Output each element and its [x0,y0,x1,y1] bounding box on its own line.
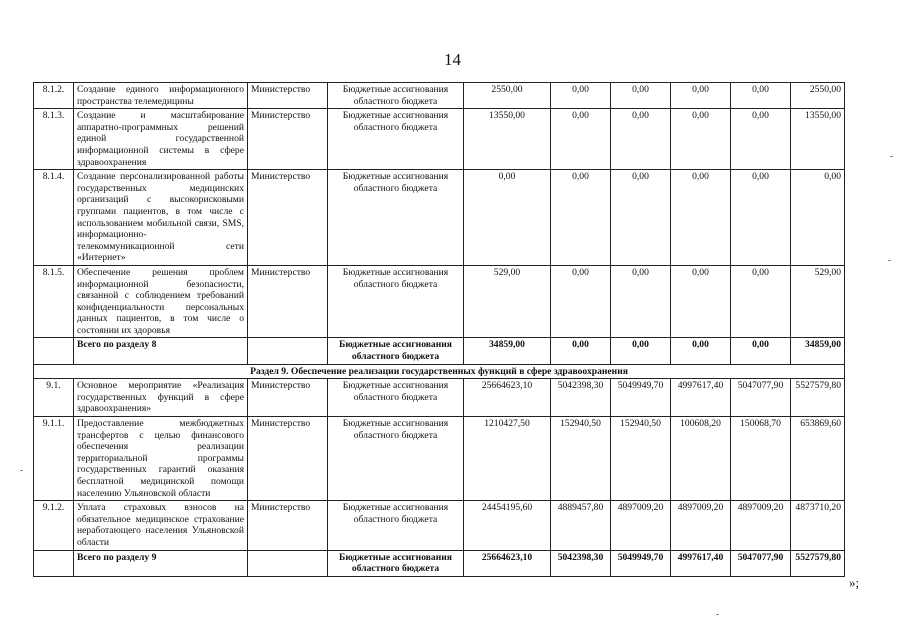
row-value: 0,00 [611,265,671,338]
row-value: 0,00 [551,109,611,170]
empty-cell [248,338,328,364]
row-executor: Министерство [248,83,328,109]
row-value: 4897009,20 [731,501,791,550]
row-value-total: 25664623,10 [464,379,551,417]
budget-table [33,82,845,577]
row-value: 0,00 [611,170,671,266]
row-value: 0,00 [671,109,731,170]
row-value: 653869,60 [791,417,845,501]
row-executor: Министерство [248,417,328,501]
total-value: 0,00 [671,338,731,364]
scan-speck [888,260,891,261]
row-description: Создание персонализированной работы государственных медицинских организаций с высокорисковыми группами пациентов, в том числе с использованием мобильной связи, SMS, информационно-телекоммуникационной сети «Интернет» [74,170,248,266]
row-number: 9.1. [34,379,74,417]
row-value: 529,00 [791,265,845,338]
row-value: 4889457,80 [551,501,611,550]
table-row [34,109,845,170]
empty-cell [34,550,74,576]
total-value: 5527579,80 [791,550,845,576]
row-number: 8.1.5. [34,265,74,338]
row-executor: Министерство [248,109,328,170]
empty-cell [248,550,328,576]
table-row [34,379,845,417]
row-funding-source: Бюджетные ассигнования областного бюджета [328,417,464,501]
row-value: 0,00 [671,265,731,338]
row-funding-source: Бюджетные ассигнования областного бюджета [328,83,464,109]
total-value: 0,00 [731,338,791,364]
row-value: 0,00 [731,83,791,109]
row-funding-source: Бюджетные ассигнования областного бюджета [328,265,464,338]
total-funding-source: Бюджетные ассигнования областного бюджета [328,550,464,576]
row-description: Создание и масштабирование аппаратно-программных решений единой государственной информационной системы в сфере здравоохранения [74,109,248,170]
row-value: 0,00 [671,170,731,266]
scan-speck [20,470,23,471]
row-value-total: 13550,00 [464,109,551,170]
row-description: Создание единого информационного пространства телемедицины [74,83,248,109]
empty-cell [34,338,74,364]
row-value: 4897009,20 [671,501,731,550]
closing-quote-mark: »; [849,575,860,590]
total-value: 34859,00 [464,338,551,364]
row-funding-source: Бюджетные ассигнования областного бюджета [328,109,464,170]
total-value: 4997617,40 [671,550,731,576]
row-executor: Министерство [248,265,328,338]
row-value: 2550,00 [791,83,845,109]
row-executor: Министерство [248,170,328,266]
row-funding-source: Бюджетные ассигнования областного бюджета [328,170,464,266]
row-number: 8.1.3. [34,109,74,170]
row-number: 9.1.1. [34,417,74,501]
row-value: 0,00 [731,265,791,338]
row-value: 13550,00 [791,109,845,170]
row-value-total: 0,00 [464,170,551,266]
row-funding-source: Бюджетные ассигнования областного бюджета [328,379,464,417]
total-label: Всего по разделу 8 [74,338,248,364]
table-row [34,417,845,501]
row-value: 5047077,90 [731,379,791,417]
row-description: Основное мероприятие «Реализация государственных функций в сфере здравоохранения» [74,379,248,417]
row-value: 0,00 [791,170,845,266]
row-value-total: 529,00 [464,265,551,338]
total-value: 5042398,30 [551,550,611,576]
table-row [34,170,845,266]
row-value: 152940,50 [611,417,671,501]
row-value: 0,00 [551,83,611,109]
row-value: 0,00 [731,170,791,266]
row-value: 4997617,40 [671,379,731,417]
row-value: 152940,50 [551,417,611,501]
row-value: 150068,70 [731,417,791,501]
row-value: 0,00 [671,83,731,109]
section-9-total-row [34,550,845,576]
section-8-total-row [34,338,845,364]
row-value: 4897009,20 [611,501,671,550]
total-value: 5049949,70 [611,550,671,576]
scan-speck [890,156,893,157]
total-label: Всего по разделу 9 [74,550,248,576]
row-value: 0,00 [551,170,611,266]
total-value: 5047077,90 [731,550,791,576]
row-executor: Министерство [248,379,328,417]
row-value: 5042398,30 [551,379,611,417]
row-value-total: 1210427,50 [464,417,551,501]
total-funding-source: Бюджетные ассигнования областного бюджета [328,338,464,364]
section-header-row [34,364,845,379]
total-value: 0,00 [551,338,611,364]
row-value: 0,00 [551,265,611,338]
row-value-total: 24454195,60 [464,501,551,550]
row-number: 8.1.2. [34,83,74,109]
row-description: Обеспечение решения проблем информационной безопасности, связанной с соблюдением требований конфиденциальности персональных данных пациентов, в том числе о состоянии их здоровья [74,265,248,338]
row-value: 100608,20 [671,417,731,501]
row-funding-source: Бюджетные ассигнования областного бюджета [328,501,464,550]
total-value: 34859,00 [791,338,845,364]
row-value-total: 2550,00 [464,83,551,109]
table-row [34,265,845,338]
row-value: 5049949,70 [611,379,671,417]
row-number: 8.1.4. [34,170,74,266]
scan-speck [716,614,719,615]
row-value: 5527579,80 [791,379,845,417]
row-executor: Министерство [248,501,328,550]
row-value: 0,00 [611,83,671,109]
row-value: 0,00 [731,109,791,170]
row-description: Предоставление межбюджетных трансфертов с целью финансового обеспечения реализации территориальной программы государственных гарантий оказания бесплатной медицинской помощи населению Ульяновской области [74,417,248,501]
row-description: Уплата страховых взносов на обязательное медицинское страхование неработающего населения Ульяновской области [74,501,248,550]
table-row [34,83,845,109]
row-value: 4873710,20 [791,501,845,550]
page-number: 14 [444,50,461,69]
total-value: 0,00 [611,338,671,364]
row-number: 9.1.2. [34,501,74,550]
section-9-title: Раздел 9. Обеспечение реализации государственных функций в сфере здравоохранения [34,364,845,379]
row-value: 0,00 [611,109,671,170]
total-value: 25664623,10 [464,550,551,576]
table-row [34,501,845,550]
